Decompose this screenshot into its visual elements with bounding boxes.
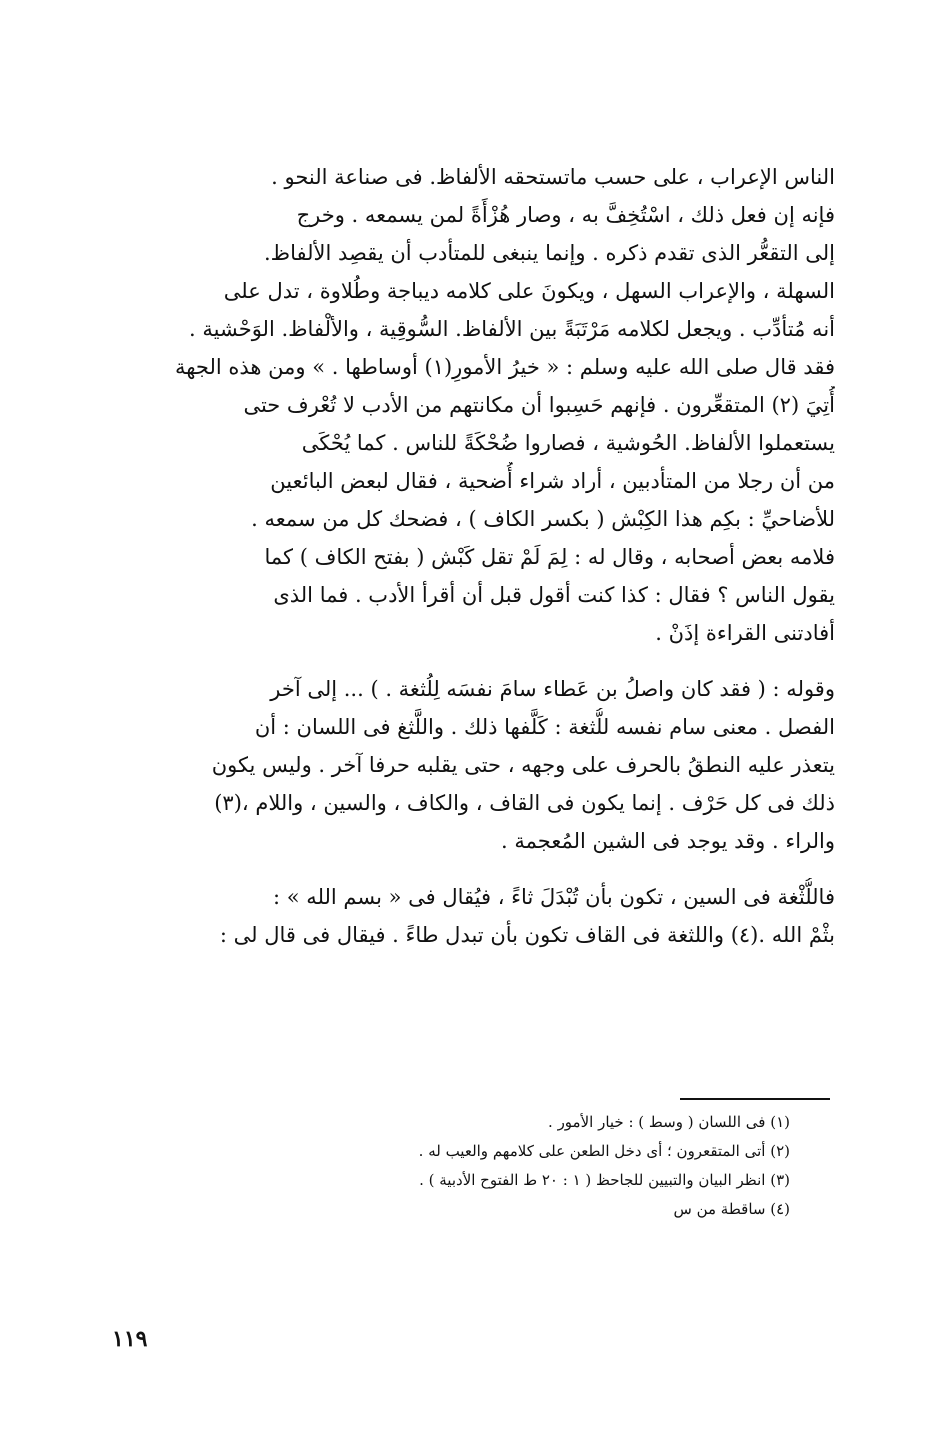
text-line: أنه مُتأدِّب . ويجعل لكلامه مَرْتَبَةً بين الألفاظ. السُّوقِية ، والألْفاظ. الوَحْشية . — [189, 317, 835, 341]
footnote-2: (٢) أتى المتقعرون ؛ أى دخل الطعن على كلامهم والعيب له . — [418, 1142, 790, 1160]
text-line: يستعملوا الألفاظ. الحُوشية ، فصاروا ضُحْكَةً للناس . كما يُحْكَى — [301, 431, 835, 455]
text-line: وقوله : ( فقد كان واصلُ بن عَطاء سامَ نفسَه لِلُثغة . ) ... إلى آخر — [270, 677, 835, 701]
text-line: أُتِيَ (٢) المتقعِّرون . فإنهم حَسِبوا أن مكانتهم من الأدب لا تُعْرف حتى — [243, 393, 835, 417]
text-line: والراء . وقد يوجد فى الشين المُعجمة . — [501, 829, 835, 853]
text-line: فإنه إن فعل ذلك ، اسْتُخِفَّ به ، وصار هُزْأَةً لمن يسمعه . وخرج — [296, 203, 835, 227]
paragraph-3 — [105, 878, 835, 954]
text-line: من أن رجلا من المتأدبين ، أراد شراء أُضحية ، فقال لبعض البائعين — [270, 469, 835, 493]
text-line: يتعذر عليه النطقُ بالحرف على وجهه ، حتى يقلبه حرفا آخر . وليس يكون — [211, 753, 835, 777]
text-line: أفادتنى القراءة إذَنْ . — [655, 621, 835, 645]
text-line: الناس الإعراب ، على حسب ماتستحقه الألفاظ. فى صناعة النحو . — [271, 165, 835, 189]
footnote-4: (٤) ساقطة من س — [673, 1200, 790, 1218]
text-line: إلى التقعُّر الذى تقدم ذكره . وإنما ينبغى للمتأدب أن يقصِد الألفاظ. — [263, 241, 835, 265]
text-line: للأضاحيِّ : بكِم هذا الكِبْش ( بكسر الكاف ) ، فضحك كل من سمعه . — [251, 507, 835, 531]
footnote-divider — [680, 1098, 830, 1100]
text-line: الفصل . معنى سام نفسه للُّثغة : كَلَّفها ذلك . واللَّثغ فى اللسان : أن — [254, 715, 835, 739]
text-line: ذلك فى كل حَرْف . إنما يكون فى القاف ، والكاف ، والسين ، واللام ،(٣) — [214, 791, 835, 815]
footnotes — [300, 1108, 790, 1224]
footnote-1: (١) فى اللسان ( وسط ) : خيار الأمور . — [548, 1113, 790, 1131]
paragraph-2 — [105, 670, 835, 860]
text-line: فلامه بعض أصحابه ، وقال له : لِمَ لَمْ تقل كَبْش ( بفتح الكاف ) كما — [264, 545, 835, 569]
text-line: فاللُّثْغة فى السين ، تكون بأن تُبْدَلَ ثاءً ، فيُقال فى « بسم الله » : — [273, 885, 835, 909]
page-number: ١١٩ — [112, 1326, 148, 1352]
text-line: يقول الناس ؟ فقال : كذا كنت أقول قبل أن أقرأ الأدب . فما الذى — [273, 583, 835, 607]
paragraph-1 — [105, 158, 835, 652]
main-text — [105, 158, 835, 972]
text-line: بثْمْ الله .(٤) واللثغة فى القاف تكون بأن تبدل طاءً . فيقال فى قال لى : — [219, 923, 835, 947]
text-line: فقد قال صلى الله عليه وسلم : « خيرُ الأمورِ(١) أوساطها . » ومن هذه الجهة — [174, 355, 835, 379]
footnote-3: (٣) انظر البيان والتبيين للجاحظ ( ١ : ٢٠ ط الفتوح الأدبية ) . — [419, 1171, 790, 1189]
text-line: السهلة ، والإعراب السهل ، ويكونَ على كلامه ديباجة وطُلاوة ، تدل على — [223, 279, 835, 303]
